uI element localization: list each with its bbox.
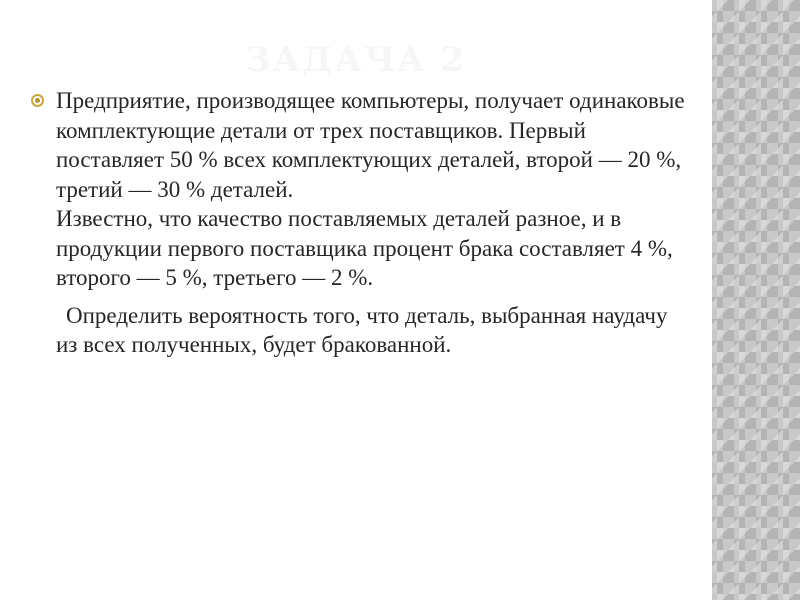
- problem-paragraph-1: Предприятие, производящее компьютеры, получает одинаковые комплектующие детали от трех поставщиков. Первый поставляет 50 % всех комплектующих деталей, второй — 20 %, третий — 30 % деталей.: [56, 88, 685, 202]
- bullet-item: [30, 86, 690, 360]
- problem-paragraph-2: Известно, что качество поставляемых деталей разное, и в продукции первого поставщика процент брака составляет 4 %, второго — 5 %, третьего — 2 %.: [56, 206, 673, 290]
- decorative-pattern-strip: [712, 0, 800, 600]
- slide-title: ЗАДАЧА 2: [245, 40, 467, 80]
- problem-question: Определить вероятность того, что деталь, выбранная наудачу из всех полученных, будет бракованной.: [56, 302, 668, 357]
- slide-content: [30, 86, 690, 360]
- circle-bullet-icon: [31, 94, 44, 107]
